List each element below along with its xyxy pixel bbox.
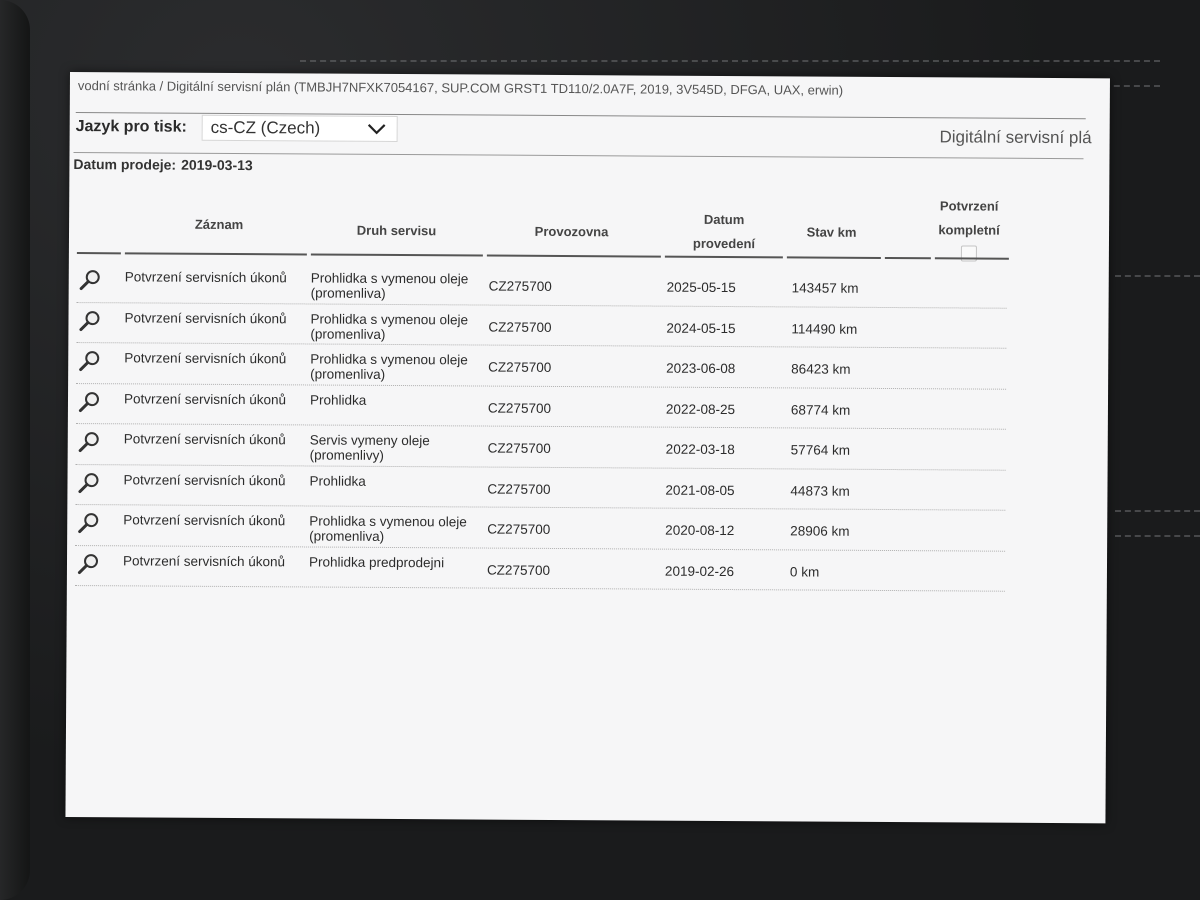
header-date-line2: provedení [692,235,756,252]
header-mileage: Stav km [806,224,857,240]
date-cell: 2022-08-25 [665,401,736,417]
magnifier-icon[interactable] [78,309,102,333]
magnifier-icon[interactable] [78,390,102,414]
record-cell: Potvrzení servisních úkonů [124,350,287,367]
print-language-label: Jazyk pro tisk: [75,118,187,136]
app-title: Digitální servisní plá [939,127,1092,148]
mileage-cell: 143457 km [791,280,859,296]
magnifier-icon[interactable] [77,511,101,535]
sale-date [73,156,252,173]
record-cell: Potvrzení servisních úkonů [123,471,286,488]
magnifier-icon[interactable] [78,349,102,373]
record-cell: Potvrzení servisních úkonů [123,512,286,529]
mileage-cell: 28906 km [790,523,850,539]
header-confirm-line1: Potvrzení [939,198,999,214]
magnifier-icon[interactable] [79,268,103,292]
magnifier-icon[interactable] [78,430,102,454]
print-language-select[interactable] [202,115,398,142]
sale-date-label: Datum prodeje: [73,156,177,173]
date-cell: 2019-02-26 [664,563,735,579]
mileage-cell: 44873 km [790,482,850,499]
header-confirm-line2: kompletní [938,222,1000,238]
header-rule [935,257,1009,259]
service-type-cell: Prohlidka predprodejni [308,553,445,570]
service-type-cell: Prohlidka s vymenou oleje (promenliva) [310,351,468,382]
record-cell: Potvrzení servisních úkonů [123,390,287,407]
mileage-cell: 57764 km [790,442,851,458]
header-date [664,208,784,257]
date-cell: 2021-08-05 [665,482,735,498]
header-rule [77,252,121,254]
workshop-cell: CZ275700 [488,278,552,294]
mileage-cell: 86423 km [791,361,851,377]
header-rule [885,257,931,259]
workshop-cell: CZ275700 [486,562,551,578]
service-type-cell: Servis vymeny oleje (promenlivy) [309,432,430,463]
table-row [76,384,1006,430]
workshop-cell: CZ275700 [487,400,552,416]
date-cell: 2023-06-08 [666,360,736,377]
header-confirm [919,194,1019,263]
header-service-type: Druh servisu [356,222,437,239]
service-type-cell: Prohlidka [309,391,367,408]
print-language-value: cs-CZ (Czech) [210,117,321,138]
header-rule [125,252,307,255]
magnifier-icon[interactable] [77,471,101,495]
table-row [76,343,1006,389]
header-rule [787,256,881,259]
workshop-cell: CZ275700 [487,440,551,456]
header-workshop: Provozovna [534,223,609,240]
workshop-cell: CZ275700 [488,359,552,375]
breadcrumb: vodní stránka / Digitální servisní plán (TMBJH7NFXK7054167, SUP.COM GRST1 TD110/2.0A7F, 2019, 3V545D, DFGA, UAX, erwin) [77,78,844,98]
header-record: Záznam [194,216,244,233]
date-cell: 2020-08-12 [665,522,735,539]
mileage-cell: 68774 km [790,401,851,418]
mileage-cell: 0 km [789,563,820,580]
table-row [76,303,1006,349]
sale-date-value: 2019-03-13 [181,156,253,174]
service-type-cell: Prohlidka s vymenou oleje (promenliva) [310,310,469,342]
seat-seam [1115,275,1200,277]
workshop-cell: CZ275700 [487,481,551,497]
record-cell: Potvrzení servisních úkonů [124,269,287,286]
workshop-cell: CZ275700 [488,319,552,335]
record-cell: Potvrzení servisních úkonů [122,552,286,569]
header-rule [665,256,783,259]
service-table [75,262,1007,592]
table-row [75,546,1005,592]
printed-page [65,72,1110,823]
record-cell: Potvrzení servisních úkonů [123,431,286,448]
seat-fold [0,0,30,900]
table-row [75,465,1005,511]
seat-seam [1115,535,1200,537]
header-rule [487,255,661,258]
header-date-line1: Datum [703,211,745,228]
date-cell: 2024-05-15 [666,320,736,336]
table-row [76,424,1006,470]
table-row [75,505,1005,551]
service-type-cell: Prohlidka s vymenou oleje (promenliva) [309,513,467,544]
chevron-down-icon [367,123,387,135]
header-rule [311,253,483,256]
date-cell: 2022-03-18 [665,441,735,458]
service-type-cell: Prohlidka [309,472,366,489]
magnifier-icon[interactable] [77,552,101,576]
workshop-cell: CZ275700 [487,521,551,537]
table-row [77,262,1007,308]
record-cell: Potvrzení servisních úkonů [124,309,287,326]
mileage-cell: 114490 km [791,320,858,337]
seat-seam [300,60,1160,62]
date-cell: 2025-05-15 [666,279,736,296]
service-type-cell: Prohlidka s vymenou oleje (promenliva) [310,270,469,301]
seat-seam [1115,510,1200,512]
